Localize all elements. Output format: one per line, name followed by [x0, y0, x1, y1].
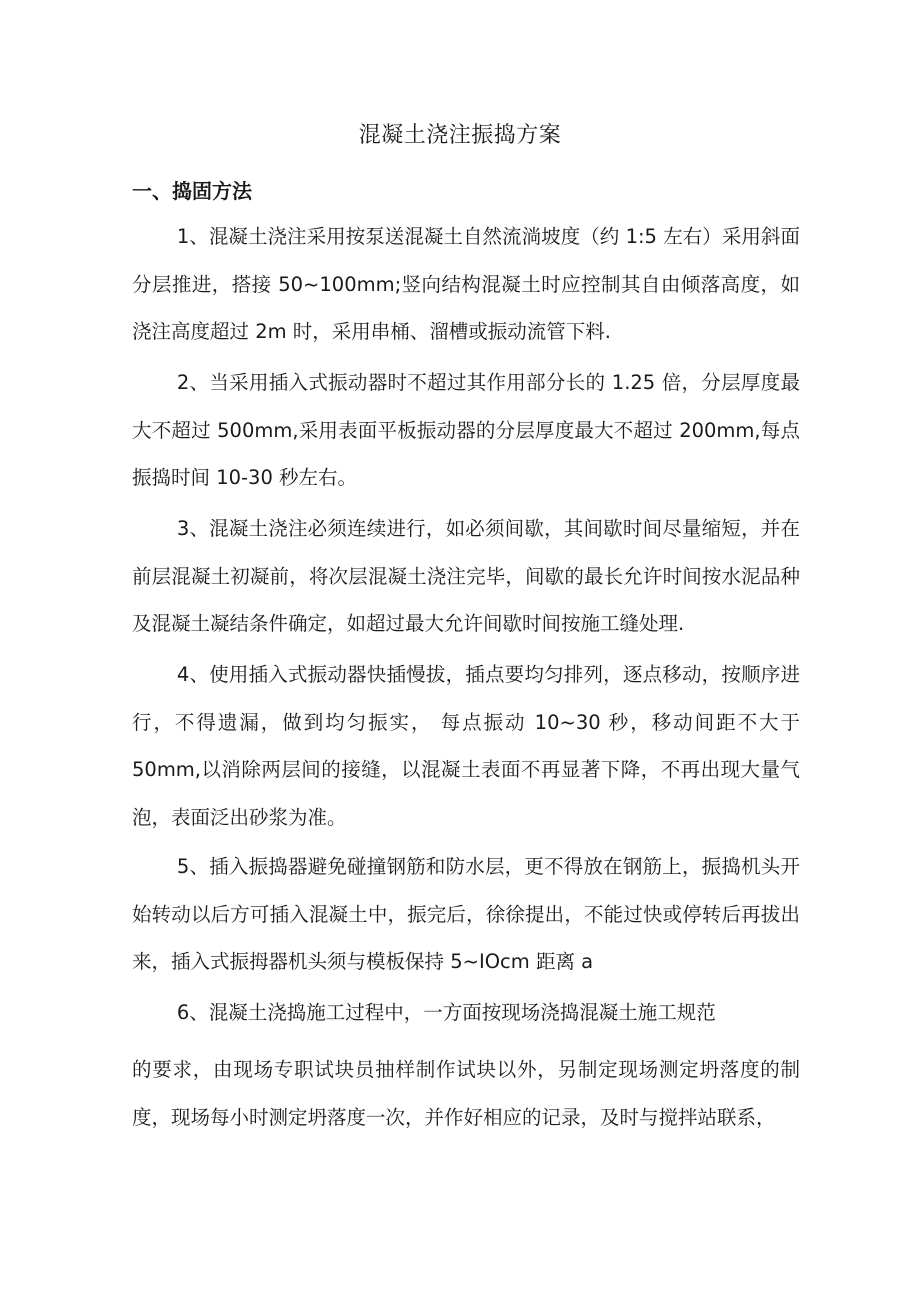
section-heading: 一、捣固方法	[132, 179, 252, 203]
paragraph-6: 6、混凝土浇捣施工过程中，一方面按现场浇捣混凝土施工规范	[176, 1001, 716, 1024]
document-title: 混凝土浇注振捣方案	[358, 123, 562, 148]
paragraph-2: 2、当采用插入式振动器时不超过其作用部分长的 1.25 倍，分层厚度最大不超过 500mm,采用表面平板振动器的分层厚度最大不超过 200mm,每点振捣时间 10-30 秒左右。	[132, 371, 800, 489]
paragraph-6-continuation: 的要求，由现场专职试块员抽样制作试块以外，另制定现场测定坍落度的制度，现场每小时测定坍落度一次，并作好相应的记录，及时与搅拌站联系，	[132, 1058, 800, 1129]
paragraph-1: 1、混凝土浇注采用按泵送混凝土自然流淌坡度（约 1:5 左右）采用斜面分层推进，搭接 50~100mm;竖向结构混凝土时应控制其自由倾落高度，如浇注高度超过 2m 时，采用串桶、溜槽或振动流管下料.	[132, 225, 800, 343]
paragraph-4: 4、使用插入式振动器快插慢拔，插点要均匀排列，逐点移动，按顺序进行，不得遗漏，做到均匀振实， 每点振动 10~30 秒，移动间距不大于 50mm,以消除两层间的接缝，以混凝土表面不再显著下降，不再出现大量气泡，表面泛出砂浆为准。	[132, 663, 800, 829]
paragraph-3: 3、混凝土浇注必须连续进行，如必须间歇，其间歇时间尽量缩短，并在前层混凝土初凝前，将次层混凝土浇注完毕，间歇的最长允许时间按水泥品种及混凝土凝结条件确定，如超过最大允许间歇时间按施工缝处理.	[132, 517, 800, 635]
paragraph-5: 5、插入振捣器避免碰撞钢筋和防水层，更不得放在钢筋上，振捣机头开始转动以后方可插入混凝土中，振完后，徐徐提出，不能过快或停转后再拔出来，插入式振拇器机头须与模板保持 5~IOcm 距离 a	[132, 855, 800, 973]
